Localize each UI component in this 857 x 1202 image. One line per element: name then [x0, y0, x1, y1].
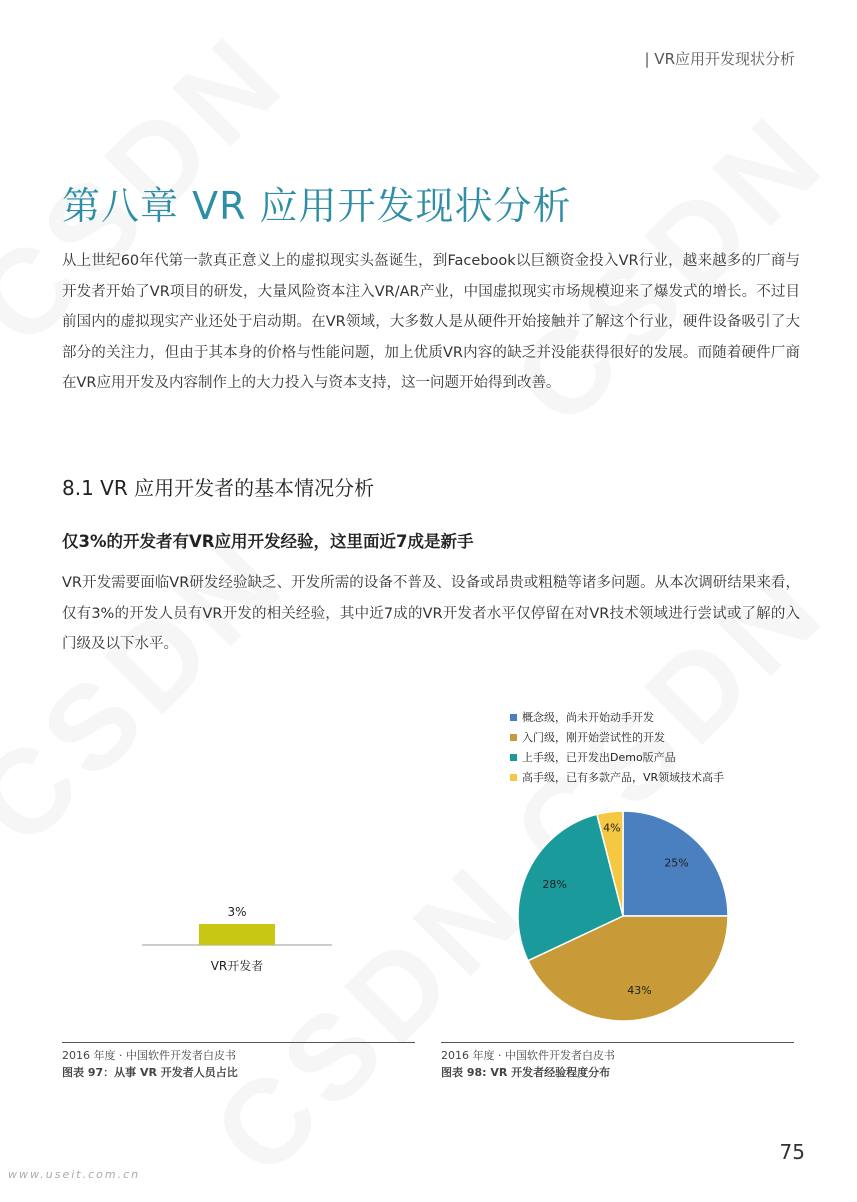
legend-label: 入门级，刚开始尝试性的开发	[522, 731, 665, 744]
legend-swatch	[510, 734, 517, 741]
bar-category-label: VR开发者	[210, 959, 264, 973]
legend-item	[510, 707, 724, 727]
legend-item	[510, 767, 724, 787]
pie-data-label: 43%	[627, 983, 652, 997]
legend-label: 高手级，已有多款产品，VR领域技术高手	[522, 771, 725, 784]
footer-url: www.useit.com.cn	[8, 1168, 141, 1181]
caption-97	[62, 1047, 238, 1081]
page-number: 75	[779, 1140, 805, 1164]
running-header: | VR应用开发现状分析	[644, 50, 795, 68]
section-title: 8.1 VR 应用开发者的基本情况分析	[62, 476, 375, 500]
bar-chart-vr-developers	[62, 880, 392, 990]
caption-source: 2016 年度 · 中国软件开发者白皮书	[62, 1049, 236, 1062]
pie-legend	[510, 707, 724, 787]
legend-swatch	[510, 774, 517, 781]
pie-data-label: 4%	[603, 821, 621, 835]
bar-data-label: 3%	[227, 905, 247, 919]
caption-rule	[62, 1042, 415, 1043]
section-paragraph: VR开发需要面临VR研发经验缺乏、开发所需的设备不普及、设备或昂贵或粗糙等诸多问题。从本次调研结果来看，仅有3%的开发人员有VR开发的相关经验，其中近7成的VR开发者水平仅停留在对VR技术领域进行尝试或了解的入门级及以下水平。	[62, 575, 800, 652]
caption-98	[441, 1047, 615, 1081]
caption-title: 图表 98: VR 开发者经验程度分布	[441, 1066, 611, 1079]
bar-vr-developers	[199, 924, 275, 945]
caption-title: 图表 97：从事 VR 开发者人员占比	[62, 1066, 238, 1079]
watermark	[0, 506, 313, 872]
legend-swatch	[510, 714, 517, 721]
pie-data-label: 25%	[664, 856, 689, 870]
pie-data-label: 28%	[542, 877, 567, 891]
legend-label: 上手级，已开发出Demo版产品	[522, 751, 676, 764]
intro-paragraph: 从上世纪60年代第一款真正意义上的虚拟现实头盔诞生，到Facebook以巨额资金投入VR行业，越来越多的厂商与开发者开始了VR项目的研发，大量风险资本注入VR/AR产业，中国虚拟现实市场规模迎来了爆发式的增长。不过目前国内的虚拟现实产业还处于启动期。在VR领域，大多数人是从硬件开始接触并了解这个行业，硬件设备吸引了大部分的关注力，但由于其本身的价格与性能问题，加上优质VR内容的缺乏并没能获得很好的发展。而随着硬件厂商在VR应用开发及内容制作上的大力投入与资本支持，这一问题开始得到改善。	[62, 253, 800, 391]
legend-item	[510, 747, 724, 767]
subsection-title: 仅3%的开发者有VR应用开发经验，这里面近7成是新手	[62, 532, 474, 551]
caption-source: 2016 年度 · 中国软件开发者白皮书	[441, 1049, 615, 1062]
caption-rule	[441, 1042, 794, 1043]
legend-item	[510, 727, 724, 747]
legend-label: 概念级，尚未开始动手开发	[522, 711, 654, 724]
chapter-title: 第八章 VR 应用开发现状分析	[62, 184, 572, 228]
pie-chart-experience	[512, 805, 734, 1027]
legend-swatch	[510, 754, 517, 761]
